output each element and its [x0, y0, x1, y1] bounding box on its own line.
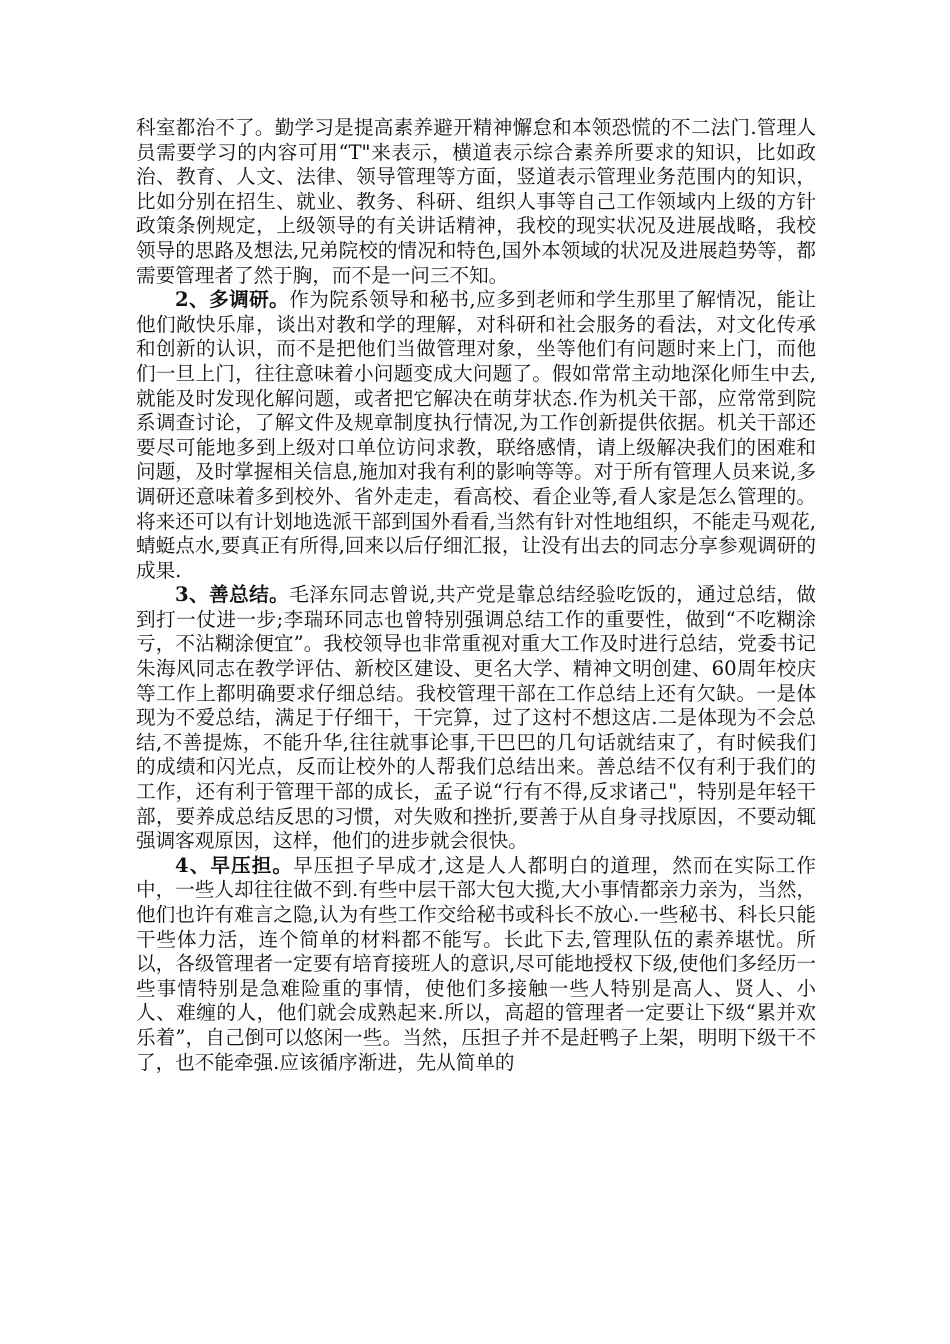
paragraph-text: 科室都治不了。勤学习是提高素养避开精神懈怠和本领恐慌的不二法门.管理人员需要学习的内容可用“T"来表示，横道表示综合素养所要求的知识，比如政治、教育、人文、法律、领导管理等方面，竖道表示管理业务范围内的知识，比如分别在招生、就业、教务、科研、组织人事等自己工作领域内上级的方针政策条例规定，上级领导的有关讲话精神，我校的现实状况及进展战略，我校领导的思路及想法,兄弟院校的情况和特色,国外本领域的状况及进展趋势等，都需要管理者了然于胸，而不是一问三不知。	[136, 116, 816, 287]
paragraph-heading: 2、多调研。	[175, 288, 290, 312]
paragraph-text: 作为院系领导和秘书,应多到老师和学生那里了解情况，能让他们敞快乐扉，谈出对教和学的理解，对科研和社会服务的看法，对文化传承和创新的认识，而不是把他们当做管理对象，坐等他们有问题时来上门，而他们一旦上门，往往意味着小问题变成大问题了。假如常常主动地深化师生中去,就能及时发现化解问题，或者把它解决在萌芽状态.作为机关干部，应常常到院系调查讨论，了解文件及规章制度执行情况,为工作创新提供依据。机关干部还要尽可能地多到上级对口单位访问求教，联络感情，请上级解决我们的困难和问题，及时掌握相关信息,施加对我有利的影响等等。对于所有管理人员来说,多调研还意味着多到校外、省外走走，看高校、看企业等,看人家是怎么管理的。将来还可以有计划地选派干部到国外看看,当然有针对性地组织，不能走马观花,蜻蜓点水,要真正有所得,回来以后仔细汇报，让没有出去的同志分享参观调研的成果.	[136, 288, 816, 582]
document-body	[136, 116, 816, 1075]
paragraph-3	[136, 583, 816, 854]
paragraph-heading: 3、善总结。	[175, 583, 290, 607]
paragraph-text: 早压担子早成才,这是人人都明白的道理，然而在实际工作中，一些人却往往做不到.有些中层干部大包大揽,大小事情都亲力亲为，当然，他们也许有难言之隐,认为有些工作交给秘书或科长不放心.一些秘书、科长只能干些体力活，连个简单的材料都不能写。长此下去,管理队伍的素养堪忧。所以，各级管理者一定要有培育接班人的意识,尽可能地授权下级,使他们多经历一些事情特别是急难险重的事情，使他们多接触一些人特别是高人、贤人、小人、难缠的人，他们就会成熟起来.所以，高超的管理者一定要让下级“累并欢乐着”，自己倒可以悠闲一些。当然，压担子并不是赶鸭子上架，明明下级干不了，也不能牵强.应该循序渐进，先从简单的	[136, 853, 816, 1074]
paragraph-2	[136, 288, 816, 583]
paragraph-text: 毛泽东同志曾说,共产党是靠总结经验吃饭的，通过总结，做到打一仗进一步;李瑞环同志也曾特别强调总结工作的重要性，做到“不吃糊涂亏，不沾糊涂便宜”。我校领导也非常重视对重大工作及时进行总结，党委书记朱海风同志在教学评估、新校区建设、更名大学、精神文明创建、60周年校庆等工作上都明确要求仔细总结。我校管理干部在工作总结上还有欠缺。一是体现为不爱总结，满足于仔细干，干完算，过了这村不想这店.二是体现为不会总结,不善提炼，不能升华,往往就事论事,干巴巴的几句话就结束了，有时候我们的成绩和闪光点，反而让校外的人帮我们总结出来。善总结不仅有利于我们的工作，还有利于管理干部的成长，孟子说“行有不得,反求诸己"，特别是年轻干部，要养成总结反思的习惯，对失败和挫折,要善于从自身寻找原因，不要动辄强调客观原因，这样，他们的进步就会很快。	[136, 583, 816, 853]
paragraph-1	[136, 116, 816, 288]
paragraph-heading: 4、早压担。	[175, 853, 294, 877]
paragraph-4	[136, 854, 816, 1075]
